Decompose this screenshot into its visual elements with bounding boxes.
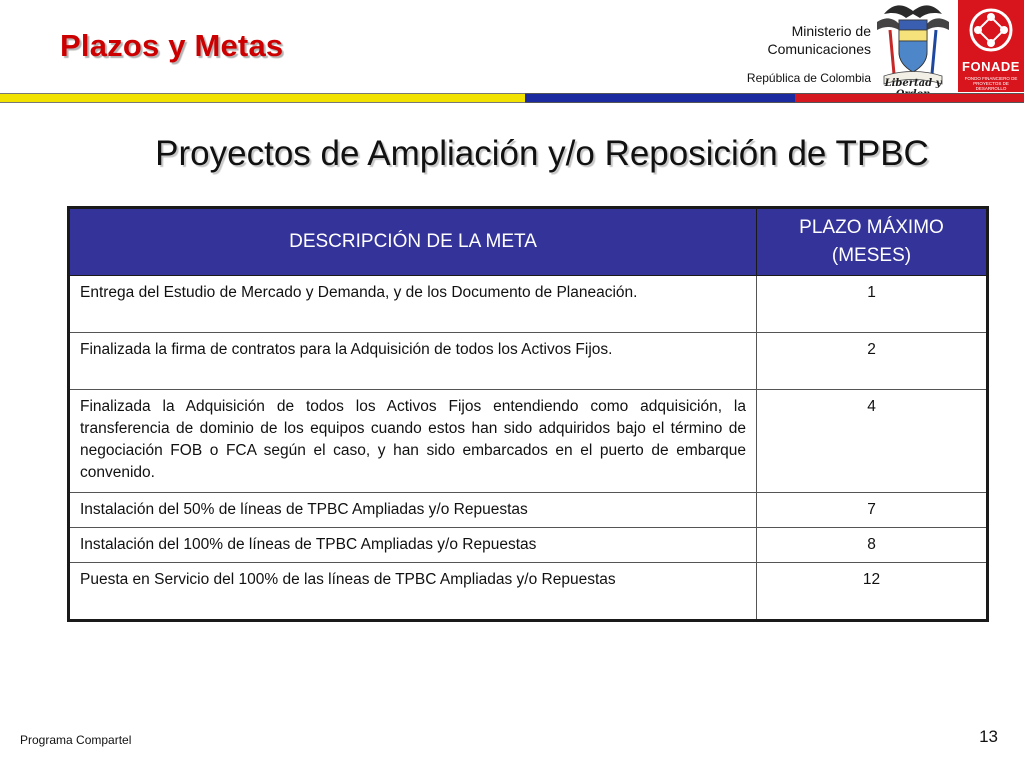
table-row (69, 528, 988, 563)
republic-name: República de Colombia (746, 71, 871, 85)
header-rule-yellow (0, 93, 525, 103)
page-number: 13 (979, 727, 998, 746)
goals-table (67, 206, 989, 622)
header-term (757, 208, 988, 276)
ministry-line-1: Ministerio de (791, 23, 871, 39)
row-description: Puesta en Servicio del 100% de las líneas de TPBC Ampliadas y/o Repuestas (69, 563, 757, 621)
row-description: Instalación del 100% de líneas de TPBC Ampliadas y/o Repuestas (69, 528, 757, 563)
table-row (69, 493, 988, 528)
table-row (69, 390, 988, 493)
row-description: Finalizada la Adquisición de todos los Activos Fijos entendiendo como adquisición, la transferencia de dominio de los equipos cuando estos han sido adquiridos bajo el término de negociación FOB o FCA según el caso, y han sido embarcados en el puerto de embarque convenido. (69, 390, 757, 493)
seal-motto: Libertad y (884, 78, 942, 89)
fonade-wordmark: FONADE (962, 59, 1020, 74)
network-icon (958, 2, 1024, 60)
row-term: 2 (757, 333, 988, 390)
footer-program: Programa Compartel (20, 733, 132, 747)
row-term: 1 (757, 276, 988, 333)
slide-title: Proyectos de Ampliación y/o Reposición de TPBC (155, 134, 929, 173)
header-term-line-2: (MESES) (831, 245, 912, 266)
row-term: 7 (757, 493, 988, 528)
header-term-line-1: PLAZO MÁXIMO (799, 217, 944, 238)
table-header-row (69, 208, 988, 276)
header-rule-blue (525, 93, 795, 103)
ministry-line-2: Comunicaciones (767, 41, 871, 57)
table-row (69, 276, 988, 333)
row-description: Entrega del Estudio de Mercado y Demanda, y de los Documento de Planeación. (69, 276, 757, 333)
fonade-logo (958, 0, 1024, 92)
section-title: Plazos y Metas (60, 28, 284, 63)
ministry-name (768, 22, 872, 58)
header-description: DESCRIPCIÓN DE LA META (69, 208, 757, 276)
table-row (69, 333, 988, 390)
row-description: Instalación del 50% de líneas de TPBC Ampliadas y/o Repuestas (69, 493, 757, 528)
header-rule-red (795, 93, 1024, 103)
table-row (69, 563, 988, 621)
row-term: 12 (757, 563, 988, 621)
row-term: 8 (757, 528, 988, 563)
fonade-subtitle: FONDO FINANCIERO DE PROYECTOS DE DESARROLLO (964, 76, 1018, 91)
row-term: 4 (757, 390, 988, 493)
row-description: Finalizada la firma de contratos para la Adquisición de todos los Activos Fijos. (69, 333, 757, 390)
